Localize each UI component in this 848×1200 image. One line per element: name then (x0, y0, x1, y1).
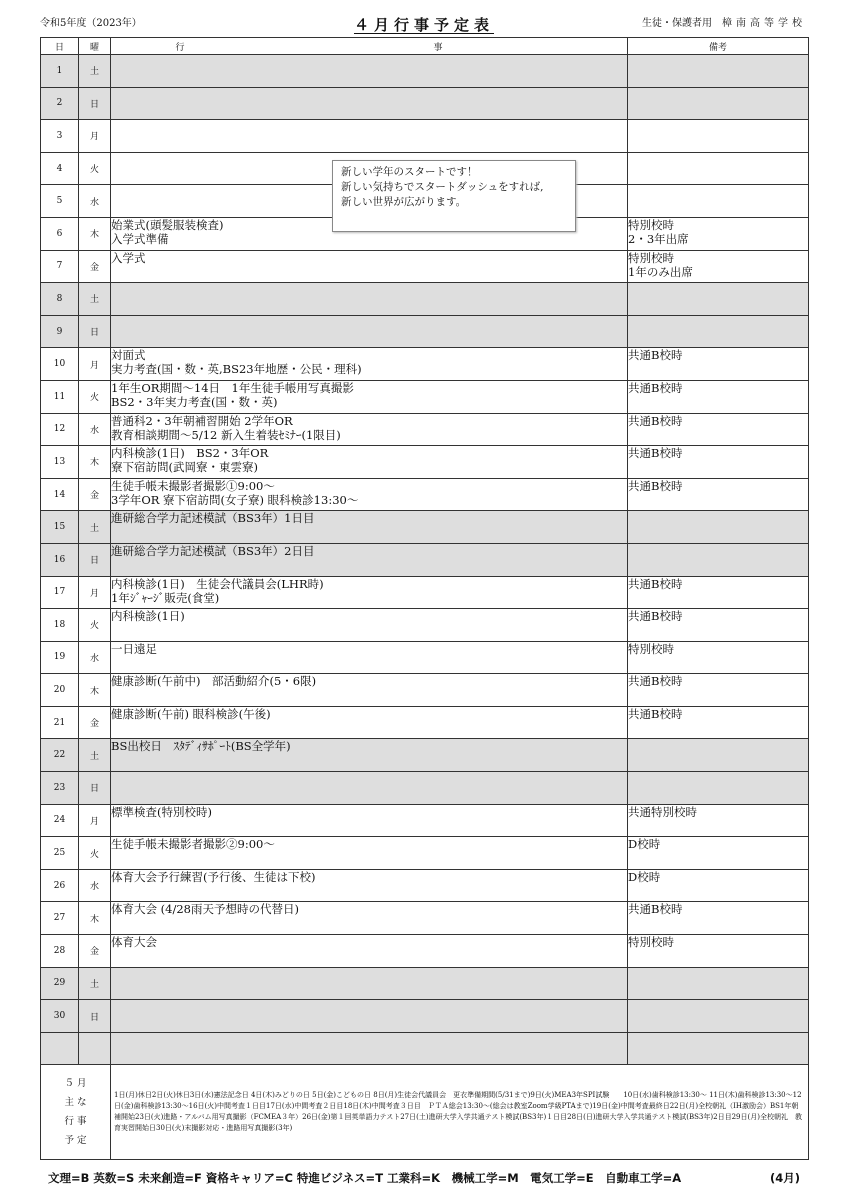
remarks-cell (628, 348, 809, 381)
event-line: 体育大会 (111, 935, 157, 950)
day-cell: 17 (41, 576, 79, 609)
weekday-cell: 木 (79, 217, 111, 250)
remarks-line: D校時 (628, 837, 661, 852)
event-cell (111, 935, 628, 968)
day-cell: 21 (41, 706, 79, 739)
schedule-row (41, 446, 809, 479)
event-cell (111, 446, 628, 479)
event-cell (111, 283, 628, 316)
weekday-cell: 水 (79, 869, 111, 902)
column-header-event-text: 行 事 (175, 42, 563, 53)
audience-label: 生徒・保護者用 (642, 18, 712, 29)
remarks-cell (628, 380, 809, 413)
weekday-cell: 日 (79, 1000, 111, 1033)
day-cell: 7 (41, 250, 79, 283)
remarks-cell (628, 902, 809, 935)
weekday-cell (79, 1032, 111, 1065)
remarks-cell (628, 120, 809, 153)
remarks-cell (628, 446, 809, 479)
remarks-cell (628, 413, 809, 446)
column-header-remarks: 備考 (628, 38, 809, 55)
event-cell (111, 380, 628, 413)
remarks-cell (628, 185, 809, 218)
day-cell: 27 (41, 902, 79, 935)
remarks-line: 特別校時 (628, 250, 674, 265)
event-cell (111, 348, 628, 381)
event-cell (111, 674, 628, 707)
schedule-row (41, 837, 809, 870)
event-line: 内科検診(1日) BS2・3年OR (111, 446, 269, 461)
remarks-cell (628, 967, 809, 1000)
remarks-cell (628, 576, 809, 609)
schedule-row (41, 120, 809, 153)
footer-label-line: 主 な (64, 1097, 87, 1109)
column-header-row (41, 38, 809, 55)
remarks-line: 特別校時 (628, 641, 674, 656)
weekday-cell: 水 (79, 641, 111, 674)
day-cell: 29 (41, 967, 79, 1000)
event-line: 生徒手帳未撮影者撮影①9:00～ (111, 478, 275, 493)
column-header-weekday: 曜 (79, 38, 111, 55)
footer-label (41, 1065, 111, 1160)
event-cell (111, 87, 628, 120)
day-cell: 18 (41, 609, 79, 642)
schedule-row (41, 250, 809, 283)
event-cell (111, 576, 628, 609)
remarks-cell (628, 543, 809, 576)
schedule-row (41, 478, 809, 511)
remarks-cell (628, 706, 809, 739)
schedule-row (41, 283, 809, 316)
page-month-label: (4月) (770, 1171, 801, 1185)
note-line: 新しい世界が広がります。 (341, 196, 467, 208)
weekday-cell: 火 (79, 152, 111, 185)
schedule-row (41, 511, 809, 544)
page-title-text: ４月行事予定表 (353, 16, 494, 34)
remarks-line: 共通B校時 (628, 902, 683, 917)
remarks-line: 共通B校時 (628, 576, 683, 591)
day-cell: 30 (41, 1000, 79, 1033)
remarks-line: D校時 (628, 869, 661, 884)
day-cell: 6 (41, 217, 79, 250)
remarks-cell (628, 250, 809, 283)
event-cell (111, 837, 628, 870)
schedule-row (41, 869, 809, 902)
weekday-cell: 木 (79, 902, 111, 935)
message-note (332, 160, 576, 232)
event-cell (111, 739, 628, 772)
day-cell (41, 1032, 79, 1065)
footer-text: 1日(月)休日2日(火)休日3日(水)憲法記念日 4日(木)みどりの日 5日(金)こどもの日 8日(月)生徒会代議員会 更衣準備期間(5/31まで)9日(火)MEA3年SPI試験 10日(水)歯科検診13:30～ 11日(木)歯科検診13:30～12日(金)歯科検診13:30～16日(火)中間考査１日目17日(水)中間考査２日目18日(木)中間考査３日目 ＰＴＡ総会13:30～(総会は教室Zoom学級PTAまで)19日(金)中間考査最終日22日(月)全校朝礼（IH激励会）BS1年朝補開始23日(火)進路・アルバム用写真撮影（FCMEA３年）26日(金)第１回英単語力テスト27日(土)進研大学入学共通テスト模試(BS3年)１日目28日(日)進研大学入学共通テスト模試(BS3年)2日目29日(月)全校朝礼 教育実習開始日30日(火)末撮影対応・進路用写真撮影(3年) (111, 1065, 809, 1160)
remarks-cell (628, 674, 809, 707)
event-cell (111, 772, 628, 805)
remarks-cell (628, 869, 809, 902)
remarks-line: 特別校時 (628, 935, 674, 950)
column-header-event (111, 38, 628, 55)
event-line: 実力考査(国・数・英,BS23年地歴・公民・理科) (111, 362, 362, 377)
schedule-row (41, 576, 809, 609)
event-line: 内科検診(1日) (111, 609, 185, 624)
note-line: 新しい学年のスタートです！ (341, 166, 478, 178)
remarks-cell (628, 772, 809, 805)
weekday-cell: 水 (79, 413, 111, 446)
day-cell: 24 (41, 804, 79, 837)
remarks-cell (628, 152, 809, 185)
day-cell: 28 (41, 935, 79, 968)
note-line: 新しい気持ちでスタートダッシュをすれば, (341, 181, 544, 193)
weekday-cell: 土 (79, 55, 111, 88)
course-legend: 文理=B 英数=S 未来創造=F 資格キャリア=C 特進ビジネス=T 工業科=K 機械工学=M 電気工学=E 自動車工学=A (48, 1171, 682, 1185)
weekday-cell: 金 (79, 250, 111, 283)
day-cell: 5 (41, 185, 79, 218)
day-cell: 4 (41, 152, 79, 185)
day-cell: 9 (41, 315, 79, 348)
schedule-row (41, 902, 809, 935)
remarks-line: 共通B校時 (628, 478, 683, 493)
event-cell (111, 1000, 628, 1033)
schedule-row (41, 380, 809, 413)
schedule-row (41, 543, 809, 576)
remarks-cell (628, 55, 809, 88)
remarks-cell (628, 1000, 809, 1033)
event-cell (111, 609, 628, 642)
remarks-cell (628, 511, 809, 544)
event-line: 入学式 (111, 250, 146, 265)
weekday-cell: 月 (79, 576, 111, 609)
remarks-cell (628, 283, 809, 316)
weekday-cell: 日 (79, 543, 111, 576)
day-cell: 25 (41, 837, 79, 870)
day-cell: 11 (41, 380, 79, 413)
remarks-line: 2・3年出席 (628, 231, 689, 246)
event-line: 入学式準備 (111, 231, 169, 246)
weekday-cell: 土 (79, 511, 111, 544)
event-line: 1年生OR期間～14日 1年生徒手帳用写真撮影 (111, 380, 354, 395)
remarks-cell (628, 315, 809, 348)
weekday-cell: 木 (79, 446, 111, 479)
remarks-line: 共通B校時 (628, 706, 683, 721)
weekday-cell: 金 (79, 706, 111, 739)
event-cell (111, 706, 628, 739)
event-line: 1年ｼﾞｬｰｼﾞ販売(食堂) (111, 590, 220, 605)
day-cell: 12 (41, 413, 79, 446)
remarks-line: 共通特別校時 (628, 804, 697, 819)
remarks-line: 共通B校時 (628, 413, 683, 428)
schedule-row (41, 413, 809, 446)
weekday-cell: 水 (79, 185, 111, 218)
event-cell (111, 250, 628, 283)
event-cell (111, 1032, 628, 1065)
day-cell: 8 (41, 283, 79, 316)
event-line: 寮下宿訪問(武岡寮・東雲寮) (111, 460, 258, 475)
weekday-cell: 木 (79, 674, 111, 707)
event-cell (111, 869, 628, 902)
day-cell: 23 (41, 772, 79, 805)
day-cell: 19 (41, 641, 79, 674)
event-cell (111, 543, 628, 576)
remarks-cell (628, 609, 809, 642)
day-cell: 3 (41, 120, 79, 153)
event-line: 内科検診(1日) 生徒会代議員会(LHR時) (111, 576, 324, 591)
footer-row (41, 1065, 809, 1160)
weekday-cell: 土 (79, 967, 111, 1000)
remarks-cell (628, 217, 809, 250)
schedule-row (41, 641, 809, 674)
event-cell (111, 511, 628, 544)
remarks-line: 1年のみ出席 (628, 264, 693, 279)
event-cell (111, 804, 628, 837)
column-header-day: 日 (41, 38, 79, 55)
schedule-row (41, 804, 809, 837)
event-line: 対面式 (111, 348, 146, 363)
remarks-cell (628, 935, 809, 968)
remarks-cell (628, 739, 809, 772)
weekday-cell: 月 (79, 348, 111, 381)
event-cell (111, 55, 628, 88)
weekday-cell: 土 (79, 739, 111, 772)
event-line: 体育大会 (4/28雨天予想時の代替日) (111, 902, 299, 917)
event-cell (111, 641, 628, 674)
schedule-row (41, 315, 809, 348)
event-line: 体育大会予行練習(予行後、生徒は下校) (111, 869, 316, 884)
remarks-line: 共通B校時 (628, 380, 683, 395)
event-cell (111, 413, 628, 446)
weekday-cell: 金 (79, 478, 111, 511)
remarks-cell (628, 641, 809, 674)
weekday-cell: 日 (79, 87, 111, 120)
day-cell: 14 (41, 478, 79, 511)
schedule-row (41, 967, 809, 1000)
event-line: 進研総合学力記述模試（BS3年）1日目 (111, 511, 315, 526)
event-line: 一日遠足 (111, 641, 157, 656)
day-cell: 1 (41, 55, 79, 88)
day-cell: 26 (41, 869, 79, 902)
weekday-cell: 日 (79, 772, 111, 805)
footer-label-line: ５ 月 (64, 1078, 87, 1090)
day-cell: 22 (41, 739, 79, 772)
weekday-cell: 土 (79, 283, 111, 316)
remarks-cell (628, 87, 809, 120)
schedule-row (41, 1000, 809, 1033)
school-name: 樟南高等学校 (722, 18, 806, 29)
event-line: 普通科2・3年朝補習開始 2学年OR (111, 413, 293, 428)
weekday-cell: 火 (79, 380, 111, 413)
event-cell (111, 315, 628, 348)
remarks-line: 共通B校時 (628, 348, 683, 363)
day-cell: 10 (41, 348, 79, 381)
schedule-row (41, 87, 809, 120)
day-cell: 16 (41, 543, 79, 576)
event-line: BS2・3年実力考査(国・数・英) (111, 394, 278, 409)
schedule-row (41, 935, 809, 968)
schedule-row (41, 772, 809, 805)
event-cell (111, 478, 628, 511)
weekday-cell: 月 (79, 120, 111, 153)
remarks-cell (628, 837, 809, 870)
remarks-cell (628, 478, 809, 511)
event-line: 生徒手帳未撮影者撮影②9:00～ (111, 837, 275, 852)
remarks-cell (628, 1032, 809, 1065)
event-line: 標準検査(特別校時) (111, 804, 212, 819)
event-line: 健康診断(午前) 眼科検診(午後) (111, 706, 271, 721)
schedule-row (41, 674, 809, 707)
footer-label-line: 予 定 (64, 1135, 87, 1147)
remarks-cell (628, 804, 809, 837)
schedule-row (41, 1032, 809, 1065)
header-right (642, 14, 806, 29)
day-cell: 13 (41, 446, 79, 479)
event-cell (111, 120, 628, 153)
event-cell (111, 902, 628, 935)
weekday-cell: 月 (79, 804, 111, 837)
event-line: 進研総合学力記述模試（BS3年）2日目 (111, 543, 315, 558)
remarks-line: 特別校時 (628, 217, 674, 232)
day-cell: 20 (41, 674, 79, 707)
day-cell: 15 (41, 511, 79, 544)
weekday-cell: 火 (79, 837, 111, 870)
schedule-row (41, 348, 809, 381)
footer-label-line: 行 事 (64, 1116, 87, 1128)
schedule-row (41, 706, 809, 739)
day-cell: 2 (41, 87, 79, 120)
fiscal-year-label: 令和5年度（2023年） (40, 18, 142, 29)
weekday-cell: 金 (79, 935, 111, 968)
remarks-line: 共通B校時 (628, 446, 683, 461)
event-line: 始業式(頭髪服装検査) (111, 217, 224, 232)
event-cell (111, 967, 628, 1000)
event-line: 教育相談期間～5/12 新入生着装ｾﾐﾅｰ(1限目) (111, 427, 341, 442)
weekday-cell: 火 (79, 609, 111, 642)
weekday-cell: 日 (79, 315, 111, 348)
event-line: BS出校日 ｽﾀﾃﾞｨｻﾎﾟｰﾄ(BS全学年) (111, 739, 291, 754)
remarks-line: 共通B校時 (628, 674, 683, 689)
event-line: 3学年OR 寮下宿訪問(女子寮) 眼科検診13:30～ (111, 492, 359, 507)
schedule-row (41, 739, 809, 772)
event-line: 健康診断(午前中) 部活動紹介(5・6限) (111, 674, 317, 689)
schedule-row (41, 55, 809, 88)
schedule-row (41, 609, 809, 642)
remarks-line: 共通B校時 (628, 609, 683, 624)
